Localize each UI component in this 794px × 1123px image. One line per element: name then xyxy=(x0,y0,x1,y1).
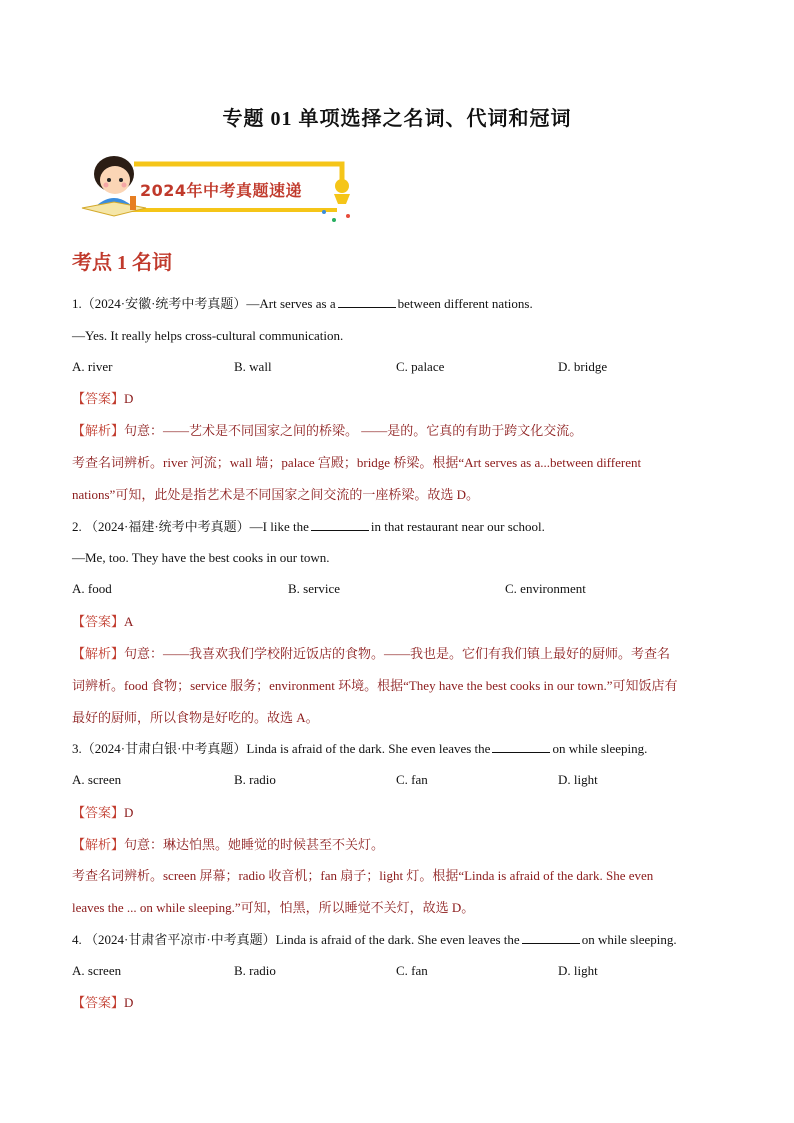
analysis-line: 【解析】句意：——我喜欢我们学校附近饭店的食物。——我也是。它们有我们镇上最好的厨师。考查名 xyxy=(72,646,671,661)
question-source: 1.（2024·安徽·统考中考真题） xyxy=(72,296,247,311)
option-c: C. environment xyxy=(505,581,586,596)
analysis-line: leaves the ... on while sleeping.”可知，怕黑，所以睡觉不关灯，故选 D。 xyxy=(72,900,475,915)
banner-label: 2024年中考真题速递 xyxy=(140,181,303,200)
answer-blank xyxy=(338,295,396,308)
section-banner xyxy=(72,146,362,228)
question-source: 3.（2024·甘肃白银·中考真题） xyxy=(72,741,247,756)
option-c: C. fan xyxy=(396,772,428,787)
option-a: A. screen xyxy=(72,963,122,978)
section-heading: 考点 1 名词 xyxy=(72,252,172,274)
page-title: 专题 01 单项选择之名词、代词和冠词 xyxy=(222,108,572,130)
question-1-stem: 1.（2024·安徽·统考中考真题）—Art serves as a between different nations. xyxy=(72,296,533,311)
option-b: B. wall xyxy=(234,359,272,374)
question-2-stem: 2. （2024·福建·统考中考真题）—I like the in that restaurant near our school. xyxy=(72,519,545,534)
analysis-line: 考查名词辨析。river 河流；wall 墙；palace 宫殿；bridge 桥梁。根据“Art serves as a...between different xyxy=(72,455,642,470)
answer-line: 【答案】D xyxy=(72,391,134,406)
answer-line: 【答案】D xyxy=(72,995,134,1010)
analysis-line: 最好的厨师，所以食物是好吃的。故选 A。 xyxy=(72,710,319,725)
option-b: B. radio xyxy=(234,963,276,978)
analysis-line: 考查名词辨析。screen 屏幕；radio 收音机；fan 扇子；light 灯。根据“Linda is afraid of the dark. She even xyxy=(72,868,654,883)
option-d: D. bridge xyxy=(558,359,608,374)
answer-line: 【答案】A xyxy=(72,614,134,629)
question-3-stem: 3.（2024·甘肃白银·中考真题）Linda is afraid of the dark. She even leaves the on while sleeping. xyxy=(72,741,648,756)
analysis-line: 【解析】句意：琳达怕黑。她睡觉的时候甚至不关灯。 xyxy=(72,837,385,852)
option-a: A. river xyxy=(72,359,113,374)
question-2-line2: —Me, too. They have the best cooks in our town. xyxy=(72,550,330,565)
answer-line: 【答案】D xyxy=(72,805,134,820)
option-b: B. radio xyxy=(234,772,276,787)
answer-blank xyxy=(492,740,550,753)
option-d: D. light xyxy=(558,772,598,787)
option-a: A. screen xyxy=(72,772,122,787)
option-c: C. palace xyxy=(396,359,445,374)
question-source: 2. （2024·福建·统考中考真题） xyxy=(72,519,250,534)
answer-blank xyxy=(522,931,580,944)
answer-blank xyxy=(311,518,369,531)
analysis-line: 【解析】句意：——艺术是不同国家之间的桥梁。 ——是的。它真的有助于跨文化交流。 xyxy=(72,423,583,438)
question-4-stem: 4. （2024·甘肃省平凉市·中考真题）Linda is afraid of the dark. She even leaves the on while sleeping. xyxy=(72,932,677,947)
option-a: A. food xyxy=(72,581,112,596)
option-c: C. fan xyxy=(396,963,428,978)
option-d: D. light xyxy=(558,963,598,978)
question-1-line2: —Yes. It really helps cross-cultural communication. xyxy=(72,328,344,343)
option-b: B. service xyxy=(288,581,340,596)
analysis-line: nations”可知，此处是指艺术是不同国家之间交流的一座桥梁。故选 D。 xyxy=(72,487,479,502)
question-source: 4. （2024·甘肃省平凉市·中考真题） xyxy=(72,932,276,947)
analysis-line: 词辨析。food 食物；service 服务；environment 环境。根据“They have the best cooks in our town.”可知饭店有 xyxy=(72,678,678,693)
